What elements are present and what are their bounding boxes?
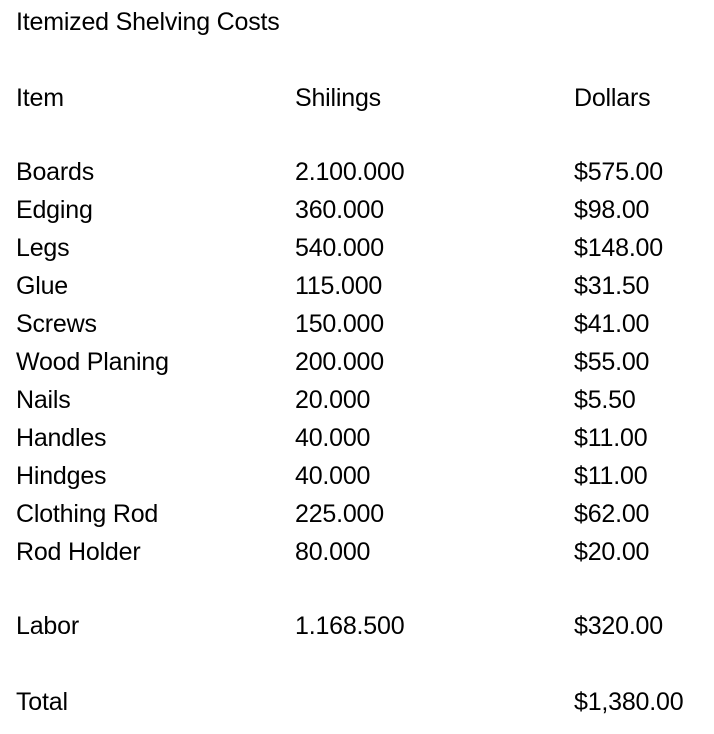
item-dollars: $20.00: [574, 538, 650, 566]
item-row-handles: [16, 419, 706, 457]
item-dollars: $11.00: [574, 424, 648, 452]
item-name: Wood Planing: [16, 348, 169, 376]
item-row-wood-planing: [16, 343, 706, 381]
item-name: Legs: [16, 234, 70, 262]
item-row-glue: [16, 267, 706, 305]
item-dollars: $98.00: [574, 196, 650, 224]
item-shillings: 40.000: [295, 462, 371, 490]
labor-shillings: 1.168.500: [295, 612, 405, 640]
document-title: Itemized Shelving Costs: [16, 8, 280, 36]
item-dollars: $148.00: [574, 234, 663, 262]
labor-label: Labor: [16, 612, 79, 640]
item-name: Nails: [16, 386, 71, 414]
item-shillings: 200.000: [295, 348, 384, 376]
labor-row: [16, 607, 706, 645]
item-shillings: 360.000: [295, 196, 384, 224]
item-dollars: $31.50: [574, 272, 650, 300]
item-name: Hindges: [16, 462, 107, 490]
item-dollars: $575.00: [574, 158, 663, 186]
item-row-clothing-rod: [16, 495, 706, 533]
total-label: Total: [16, 688, 68, 716]
item-shillings: 80.000: [295, 538, 371, 566]
item-name: Screws: [16, 310, 97, 338]
item-shillings: 115.000: [295, 272, 383, 300]
total-dollars: $1,380.00: [574, 688, 684, 716]
item-name: Clothing Rod: [16, 500, 159, 528]
item-name: Rod Holder: [16, 538, 141, 566]
item-name: Edging: [16, 196, 93, 224]
item-shillings: 150.000: [295, 310, 384, 338]
item-shillings: 2.100.000: [295, 158, 405, 186]
item-row-nails: [16, 381, 706, 419]
item-name: Handles: [16, 424, 107, 452]
item-shillings: 225.000: [295, 500, 384, 528]
item-dollars: $5.50: [574, 386, 636, 414]
item-shillings: 540.000: [295, 234, 384, 262]
item-row-edging: [16, 191, 706, 229]
item-row-screws: [16, 305, 706, 343]
item-row-legs: [16, 229, 706, 267]
item-row-hindges: [16, 457, 706, 495]
item-name: Boards: [16, 158, 95, 186]
item-name: Glue: [16, 272, 69, 300]
item-row-rod-holder: [16, 533, 706, 571]
header-item: Item: [16, 84, 64, 112]
item-shillings: 40.000: [295, 424, 371, 452]
header-dollars: Dollars: [574, 84, 651, 112]
item-dollars: $41.00: [574, 310, 650, 338]
header-shillings: Shilings: [295, 84, 381, 112]
item-row-boards: [16, 153, 706, 191]
item-dollars: $55.00: [574, 348, 650, 376]
header-row: [16, 79, 706, 117]
item-dollars: $62.00: [574, 500, 650, 528]
total-row: [16, 683, 706, 721]
item-dollars: $11.00: [574, 462, 648, 490]
item-shillings: 20.000: [295, 386, 371, 414]
labor-dollars: $320.00: [574, 612, 663, 640]
